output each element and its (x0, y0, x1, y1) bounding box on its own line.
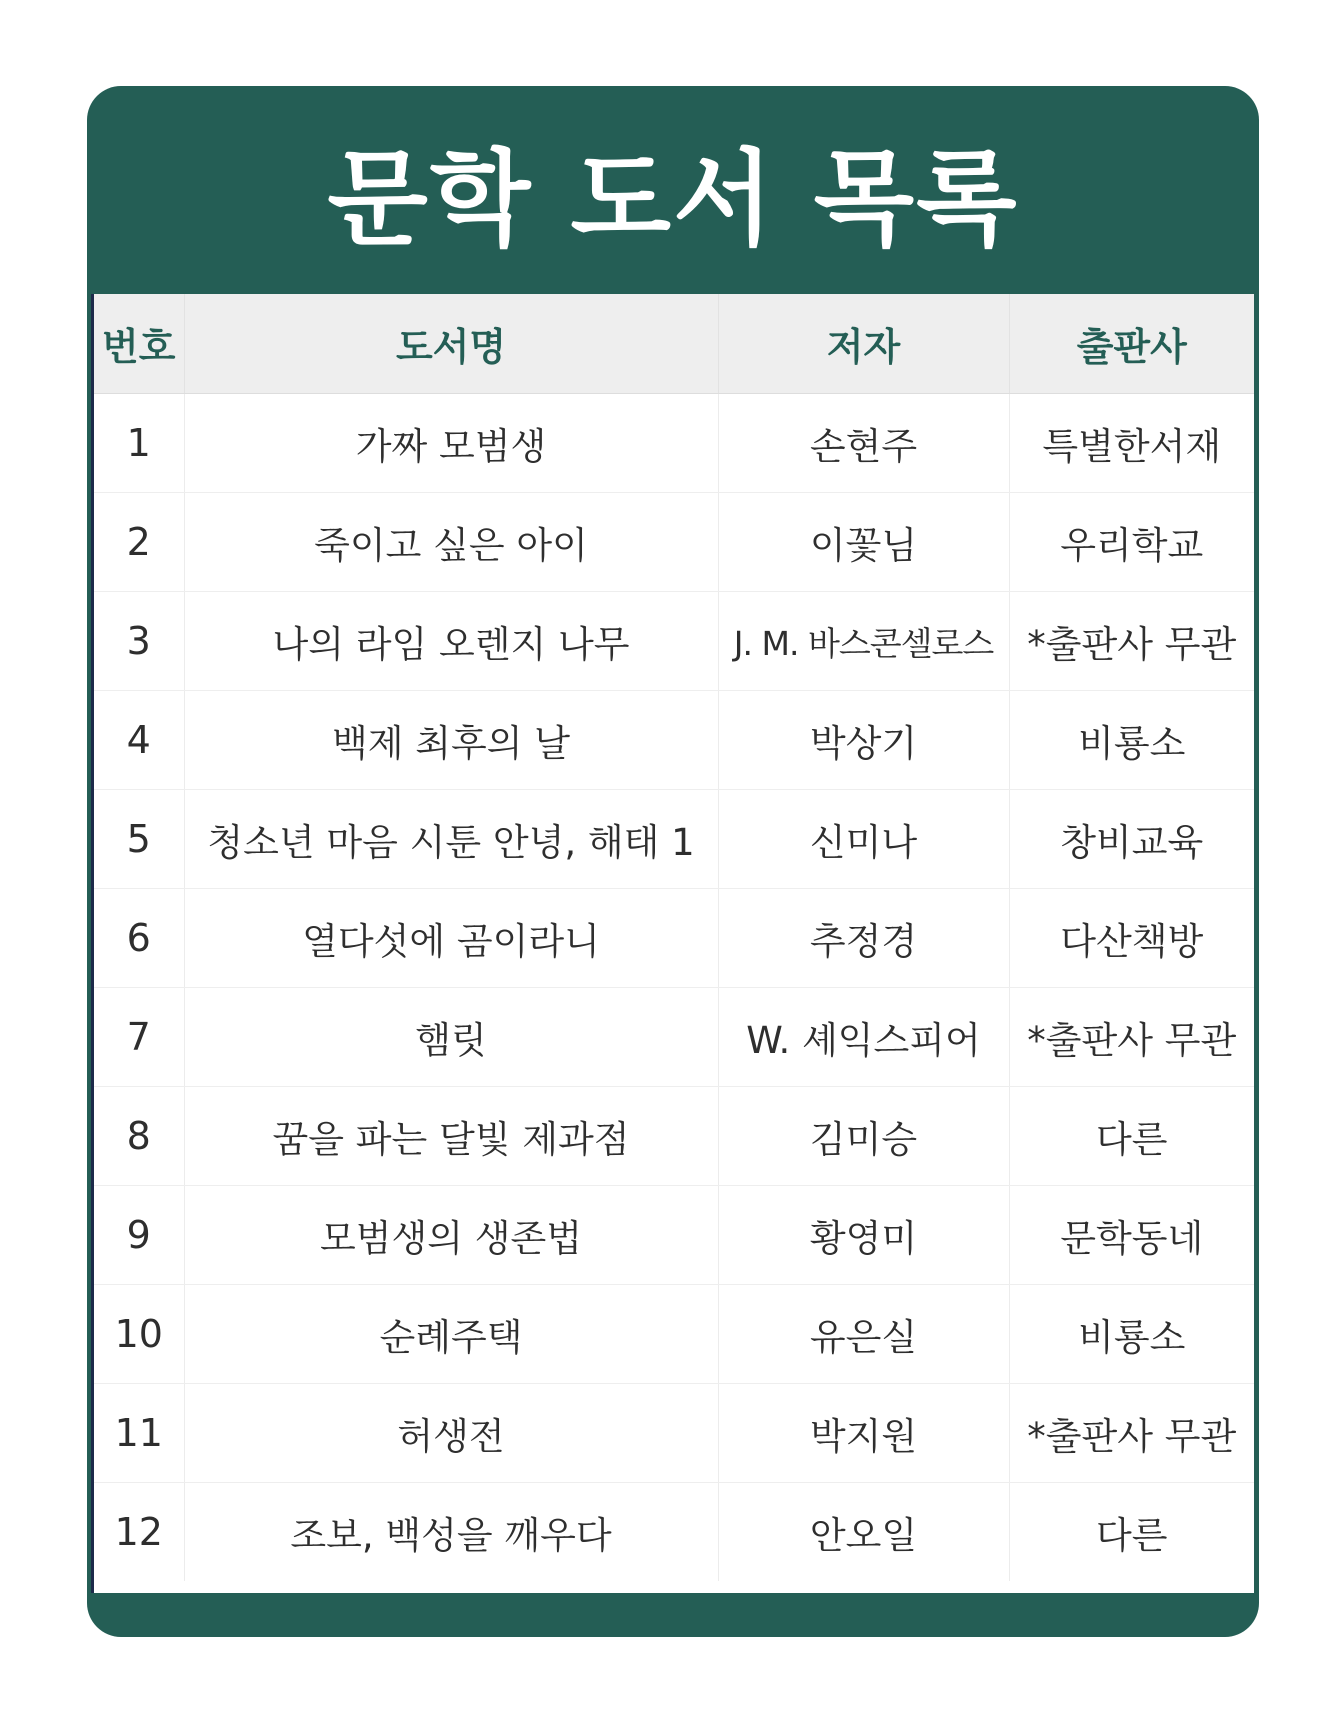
cell-publisher: 다산책방 (1009, 889, 1254, 988)
cell-publisher: 창비교육 (1009, 790, 1254, 889)
column-header-title: 도서명 (184, 294, 718, 394)
cell-title: 백제 최후의 날 (184, 691, 718, 790)
cell-number: 2 (94, 493, 184, 592)
cell-publisher: 다른 (1096, 1514, 1168, 1557)
cell-number: 11 (94, 1384, 184, 1483)
cell-author: 황영미 (718, 1186, 1009, 1285)
cell-number: 6 (94, 889, 184, 988)
cell-publisher: 특별한서재 (1009, 394, 1254, 493)
column-header-publisher: 출판사 (1009, 294, 1254, 394)
cell-title: 죽이고 싶은 아이 (184, 493, 718, 592)
book-table (94, 294, 1254, 1581)
cell-author: 유은실 (718, 1285, 1009, 1384)
cell-number: 8 (94, 1087, 184, 1186)
cell-author: 김미승 (718, 1087, 1009, 1186)
cell-number: 9 (94, 1186, 184, 1285)
cell-number: 4 (94, 691, 184, 790)
cell-title: 가짜 모범생 (184, 394, 718, 493)
column-header-author: 저자 (718, 294, 1009, 394)
cell-author: 손현주 (718, 394, 1009, 493)
column-header-number: 번호 (94, 294, 184, 394)
page-title: 문학 도서 목록 (327, 138, 1019, 260)
cell-publisher: 문학동네 (1009, 1186, 1254, 1285)
table-row (94, 691, 1254, 790)
table-row (94, 1186, 1254, 1285)
table-header-row (94, 294, 1254, 394)
table-row (94, 394, 1254, 493)
table-row (94, 1087, 1254, 1186)
cell-title: 조보, 백성을 깨우다 (184, 1483, 718, 1582)
cell-author: 이꽃님 (718, 493, 1009, 592)
cell-number: 12 (94, 1483, 184, 1582)
cell-publisher: 우리학교 (1009, 493, 1254, 592)
cell-title: 허생전 (184, 1384, 718, 1483)
cell-number: 7 (94, 988, 184, 1087)
cell-author: 박지원 (718, 1384, 1009, 1483)
table-row (94, 1483, 1254, 1582)
cell-publisher: *출판사 무관 (1009, 988, 1254, 1087)
table-row (94, 493, 1254, 592)
cell-author: 신미나 (718, 790, 1009, 889)
cell-publisher: *출판사 무관 (1009, 1384, 1254, 1483)
cell-title: 청소년 마음 시툰 안녕, 해태 1 (184, 790, 718, 889)
cell-publisher: 비룡소 (1009, 691, 1254, 790)
cell-title: 순례주택 (184, 1285, 718, 1384)
cell-publisher: *출판사 무관 (1009, 592, 1254, 691)
cell-number: 3 (94, 592, 184, 691)
cell-author: 박상기 (718, 691, 1009, 790)
table-row (94, 790, 1254, 889)
cell-author: 안오일 (718, 1483, 1009, 1582)
cell-number: 1 (94, 394, 184, 493)
book-list-card (87, 86, 1259, 1637)
cell-author: W. 셰익스피어 (718, 988, 1009, 1087)
cell-author: 추정경 (718, 889, 1009, 988)
table-row (94, 889, 1254, 988)
cell-title: 모범생의 생존법 (184, 1186, 718, 1285)
table-row (94, 592, 1254, 691)
book-table-container (91, 294, 1254, 1593)
cell-number: 10 (94, 1285, 184, 1384)
cell-author: J. M. 바스콘셀로스 (718, 592, 1009, 691)
cell-title: 꿈을 파는 달빛 제과점 (184, 1087, 718, 1186)
cell-number: 5 (94, 790, 184, 889)
table-row (94, 1285, 1254, 1384)
cell-title: 햄릿 (184, 988, 718, 1087)
cell-title: 열다섯에 곰이라니 (184, 889, 718, 988)
cell-title: 나의 라임 오렌지 나무 (184, 592, 718, 691)
cell-publisher: 비룡소 (1009, 1285, 1254, 1384)
table-row (94, 1384, 1254, 1483)
cell-publisher: 다른 (1009, 1087, 1254, 1186)
table-row (94, 988, 1254, 1087)
